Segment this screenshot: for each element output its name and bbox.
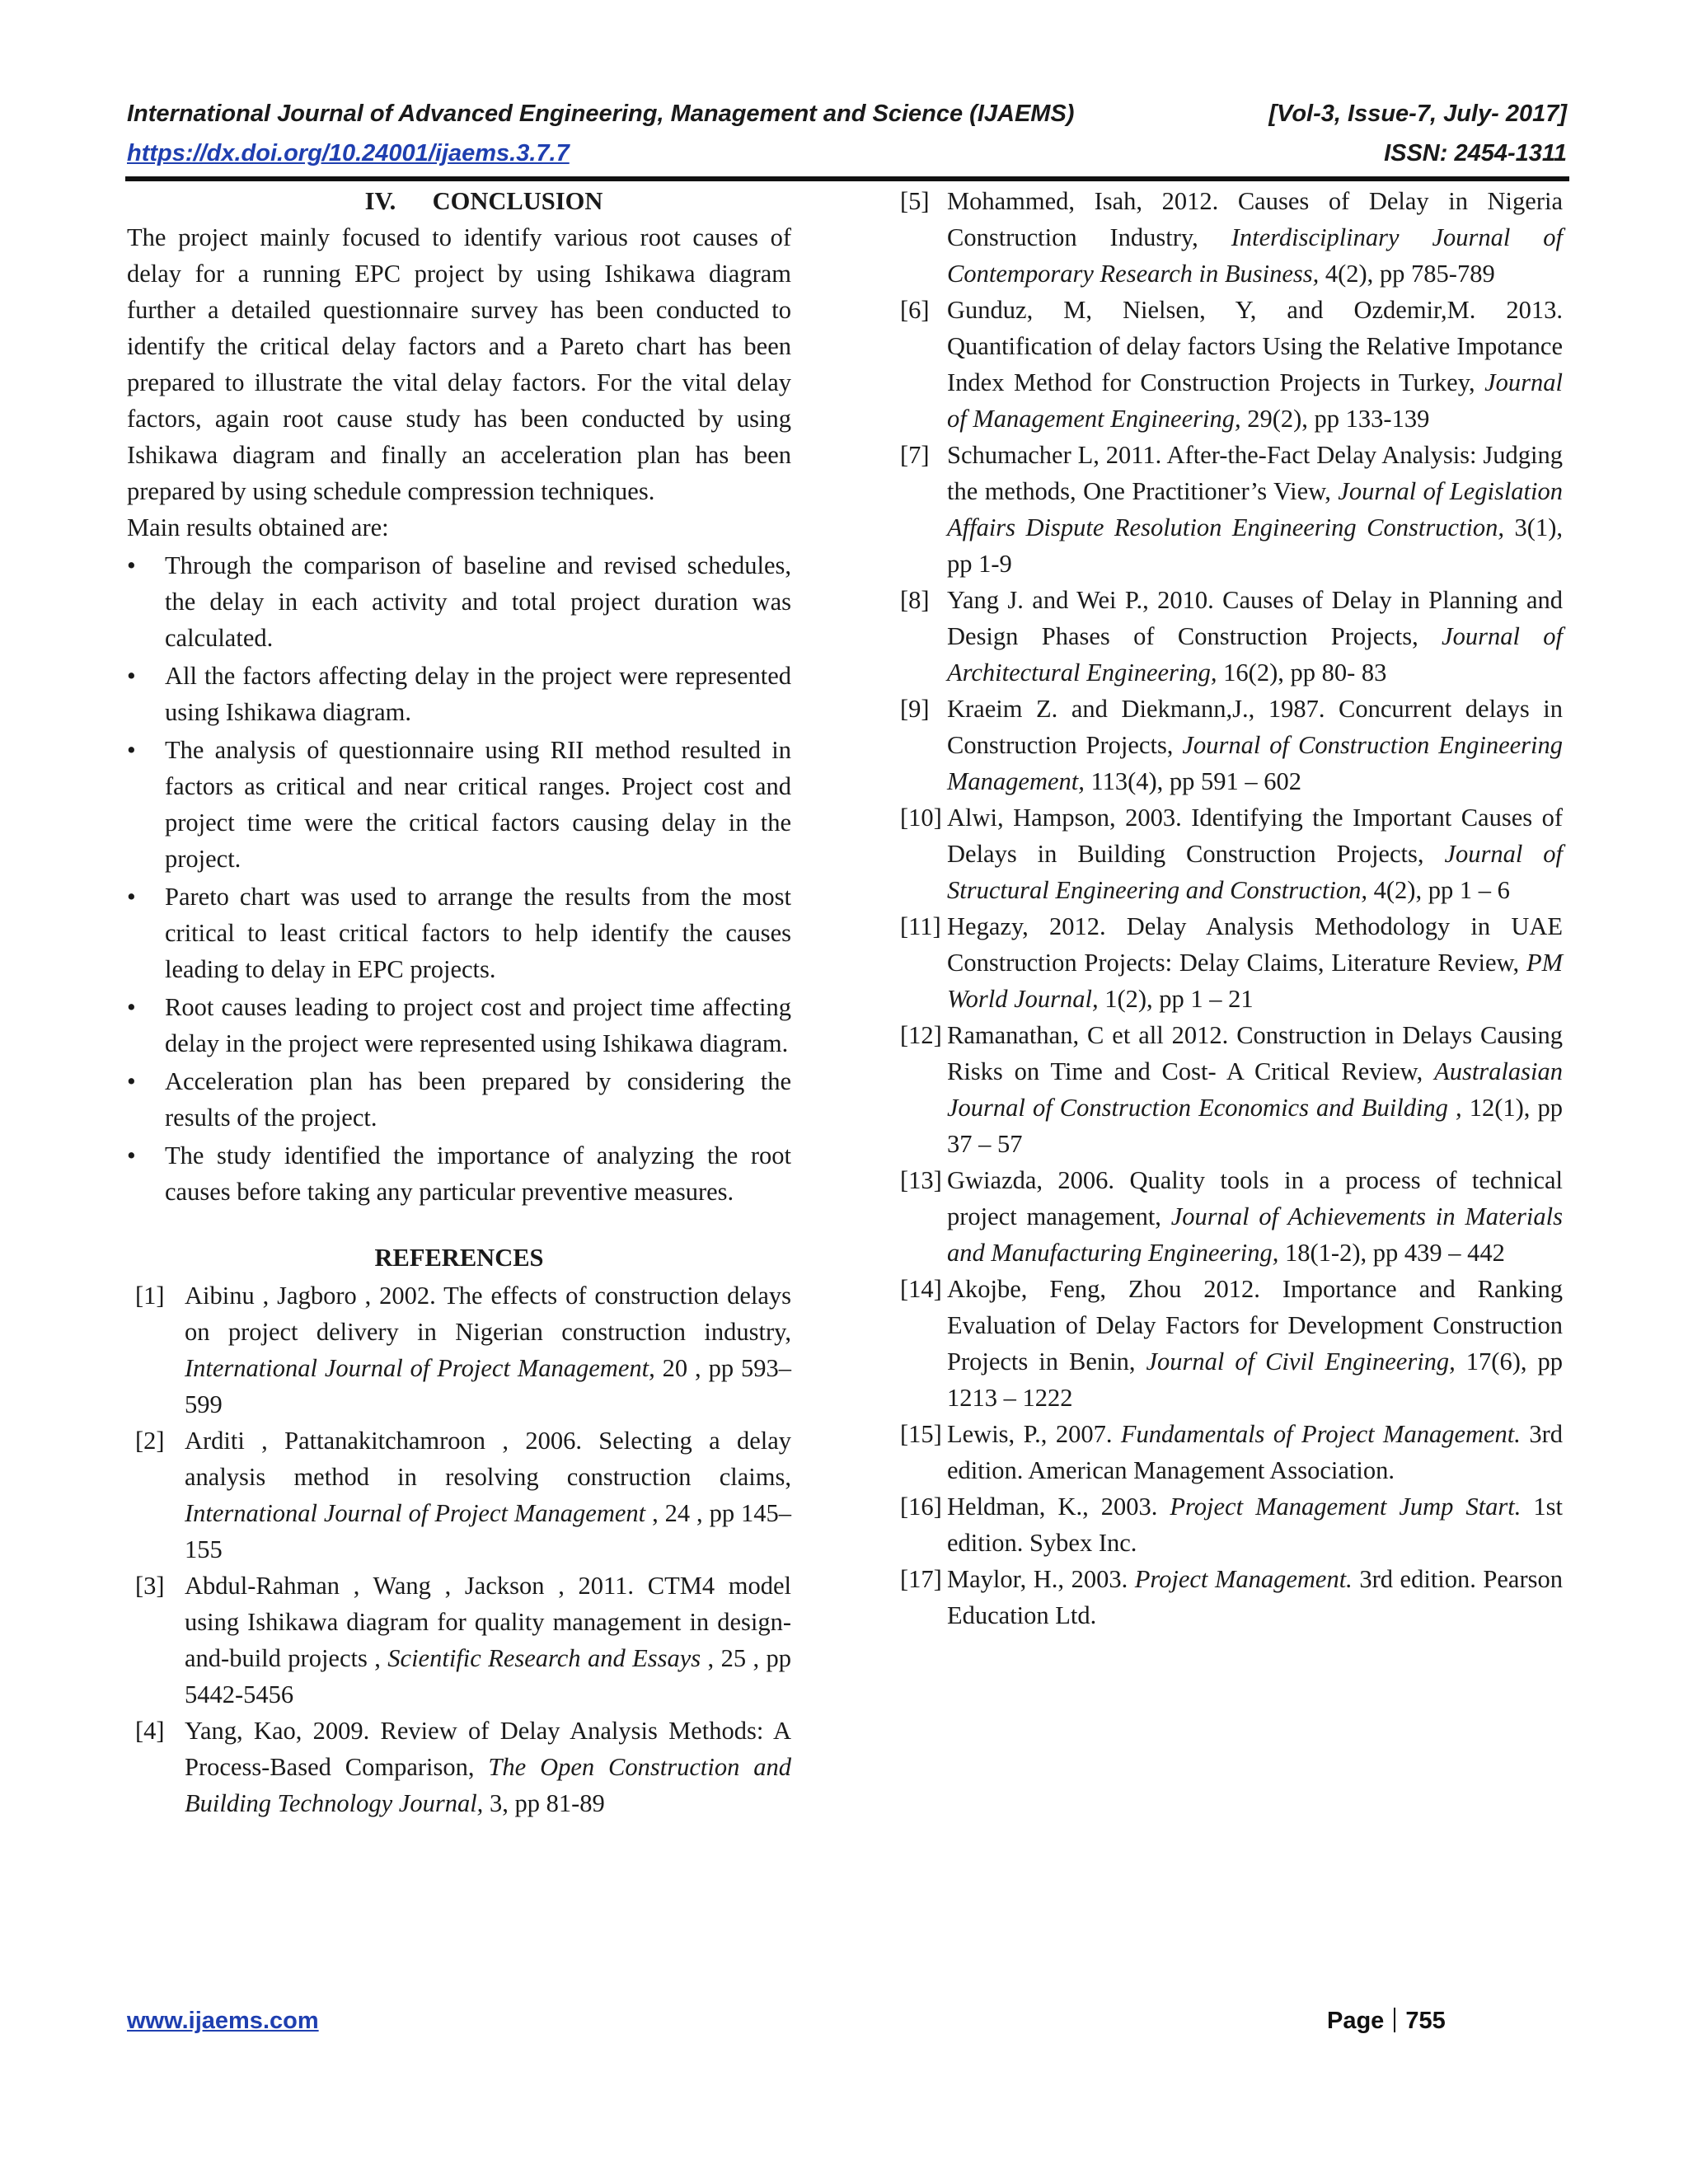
reference-source: Project Management. <box>1134 1565 1353 1593</box>
page-separator <box>1394 2008 1395 2032</box>
volume-issue: [Vol-3, Issue-7, July- 2017] <box>1268 101 1567 127</box>
reference-number: [3] <box>135 1572 165 1600</box>
reference-number: [5] <box>900 187 930 215</box>
list-item: • Acceleration plan has been prepared by considering the results of the project. <box>127 1063 791 1136</box>
reference-number: [17] <box>900 1565 942 1593</box>
references-heading: REFERENCES <box>374 1244 544 1272</box>
reference-number: [13] <box>900 1166 942 1194</box>
reference-item: [4] Yang, Kao, 2009. Review of Delay Analysis Methods: A Process-Based Comparison, The Open Construction and Building Technology Journal, 3, pp 81-89 <box>127 1713 791 1821</box>
reference-item: [13] Gwiazda, 2006. Quality tools in a process of technical project management, Journal of Achievements in Materials and Manufacturing Engineering, 18(1-2), pp 439 – 442 <box>900 1162 1563 1271</box>
reference-item: [10] Alwi, Hampson, 2003. Identifying the Important Causes of Delays in Building Construction Projects, Journal of Structural Engineering and Construction, 4(2), pp 1 – 6 <box>900 799 1563 908</box>
left-column <box>127 183 791 1821</box>
section-title: CONCLUSION <box>432 187 603 215</box>
reference-number: [6] <box>900 296 930 324</box>
conclusion-paragraph: The project mainly focused to identify various root causes of delay for a running EPC project by using Ishikawa diagram further a detailed questionnaire survey has been conducted to identify the critical delay factors and a Pareto chart has been prepared to illustrate the vital delay factors. For the vital delay factors, again root cause study has been conducted by using Ishikawa diagram and finally an acceleration plan has been prepared by using schedule compression techniques. <box>127 223 791 505</box>
results-intro: Main results obtained are: <box>127 513 389 541</box>
list-item: • The study identified the importance of analyzing the root causes before taking any particular preventive measures. <box>127 1137 791 1210</box>
reference-item: [7] Schumacher L, 2011. After-the-Fact Delay Analysis: Judging the methods, One Practitioner’s View, Journal of Legislation Affairs Dispute Resolution Engineering Construction, 3(1), pp 1-9 <box>900 437 1563 582</box>
list-item: • Through the comparison of baseline and revised schedules, the delay in each activity and total project duration was calculated. <box>127 547 791 656</box>
reference-number: [15] <box>900 1420 942 1448</box>
reference-number: [4] <box>135 1717 165 1745</box>
reference-item: [15] Lewis, P., 2007. Fundamentals of Project Management. 3rd edition. American Management Association. <box>900 1416 1563 1488</box>
reference-source: Journal of Architectural Engineering, <box>947 622 1563 687</box>
reference-source: PM World Journal, <box>947 949 1563 1013</box>
reference-source: Project Management Jump Start. <box>1170 1493 1522 1521</box>
doi-link[interactable]: https://dx.doi.org/10.24001/ijaems.3.7.7 <box>127 140 570 166</box>
reference-source: International Journal of Project Management <box>185 1499 646 1527</box>
references-list-right <box>900 183 1563 1633</box>
reference-item: [11] Hegazy, 2012. Delay Analysis Methodology in UAE Construction Projects: Delay Claims, Literature Review, PM World Journal, 1(2), pp 1 – 21 <box>900 908 1563 1017</box>
list-item: • Root causes leading to project cost and project time affecting delay in the project were represented using Ishikawa diagram. <box>127 989 791 1062</box>
reference-source: Journal of Civil Engineering, <box>1146 1347 1456 1376</box>
section-number: IV. <box>364 187 396 215</box>
reference-item: [3] Abdul-Rahman , Wang , Jackson , 2011. CTM4 model using Ishikawa diagram for quality management in design-and-build projects , Scientific Research and Essays , 25 , pp 5442-5456 <box>127 1568 791 1713</box>
reference-source: Journal of Achievements in Materials and Manufacturing Engineering, <box>947 1202 1563 1267</box>
list-item: • Pareto chart was used to arrange the results from the most critical to least critical factors to help identify the causes leading to delay in EPC projects. <box>127 879 791 987</box>
reference-item: [2] Arditi , Pattanakitchamroon , 2006. Selecting a delay analysis method in resolving construction claims, International Journal of Project Management , 24 , pp 145–155 <box>127 1422 791 1568</box>
reference-source: Australasian Journal of Construction Economics and Building , <box>947 1057 1563 1122</box>
reference-number: [1] <box>135 1282 165 1310</box>
reference-item: [6] Gunduz, M, Nielsen, Y, and Ozdemir,M. 2013. Quantification of delay factors Using the Relative Impotance Index Method for Construction Projects in Turkey, Journal of Management Engineering, 29(2), pp 133-139 <box>900 292 1563 437</box>
reference-number: [11] <box>900 912 941 940</box>
reference-number: [16] <box>900 1493 942 1521</box>
reference-item: [9] Kraeim Z. and Diekmann,J., 1987. Concurrent delays in Construction Projects, Journal of Construction Engineering Management, 113(4), pp 591 – 602 <box>900 691 1563 799</box>
reference-item: [17] Maylor, H., 2003. Project Management. 3rd edition. Pearson Education Ltd. <box>900 1561 1563 1633</box>
journal-title: International Journal of Advanced Engineering, Management and Science (IJAEMS) <box>127 101 1075 127</box>
website-link[interactable]: www.ijaems.com <box>127 2008 319 2034</box>
reference-number: [10] <box>900 804 942 832</box>
page-label: Page <box>1327 2008 1385 2034</box>
issn: ISSN: 2454-1311 <box>1384 140 1567 166</box>
right-column <box>900 183 1563 1633</box>
reference-item: [14] Akojbe, Feng, Zhou 2012. Importance and Ranking Evaluation of Delay Factors for Development Construction Projects in Benin, Journal of Civil Engineering, 17(6), pp 1213 – 1222 <box>900 1271 1563 1416</box>
page-number-value: 755 <box>1405 2008 1446 2034</box>
reference-number: [8] <box>900 586 930 614</box>
running-header-second-line <box>127 140 1567 167</box>
section-heading-conclusion <box>127 183 791 219</box>
reference-source: Journal of Management Engineering, <box>947 368 1563 433</box>
reference-item: [16] Heldman, K., 2003. Project Management Jump Start. 1st edition. Sybex Inc. <box>900 1488 1563 1561</box>
reference-number: [7] <box>900 441 930 469</box>
reference-source: Journal of Legislation Affairs Dispute Resolution Engineering Construction, <box>947 477 1564 541</box>
reference-number: [14] <box>900 1275 942 1303</box>
references-list-left <box>127 1277 791 1821</box>
list-item: • All the factors affecting delay in the project were represented using Ishikawa diagram. <box>127 658 791 730</box>
reference-number: [12] <box>900 1021 942 1049</box>
reference-item: [1] Aibinu , Jagboro , 2002. The effects of construction delays on project delivery in Nigerian construction industry, International Journal of Project Management, 20 , pp 593–599 <box>127 1277 791 1422</box>
reference-source: International Journal of Project Management, <box>185 1354 655 1382</box>
reference-source: Journal of Construction Engineering Management, <box>947 731 1564 795</box>
reference-item: [8] Yang J. and Wei P., 2010. Causes of Delay in Planning and Design Phases of Construction Projects, Journal of Architectural Engineering, 16(2), pp 80- 83 <box>900 582 1563 691</box>
reference-source: Scientific Research and Essays <box>387 1644 701 1672</box>
reference-source: Journal of Structural Engineering and Construction, <box>947 840 1563 904</box>
page-number <box>1327 2008 1446 2035</box>
reference-number: [2] <box>135 1427 165 1455</box>
reference-item: [12] Ramanathan, C et all 2012. Construction in Delays Causing Risks on Time and Cost- A Critical Review, Australasian Journal of Construction Economics and Building , 12(1), pp 37 – 57 <box>900 1017 1563 1162</box>
results-list <box>127 547 791 1210</box>
reference-item: [5] Mohammed, Isah, 2012. Causes of Delay in Nigeria Construction Industry, Interdisciplinary Journal of Contemporary Research in Business, 4(2), pp 785-789 <box>900 183 1563 292</box>
reference-source: Interdisciplinary Journal of Contemporary Research in Business, <box>947 223 1563 288</box>
header-rule <box>125 176 1569 181</box>
list-item: • The analysis of questionnaire using RII method resulted in factors as critical and near critical ranges. Project cost and project time were the critical factors causing delay in the project. <box>127 732 791 877</box>
running-header <box>127 101 1567 128</box>
reference-number: [9] <box>900 695 930 723</box>
reference-source: Fundamentals of Project Management. <box>1120 1420 1521 1448</box>
reference-source: The Open Construction and Building Technology Journal, <box>185 1753 791 1817</box>
